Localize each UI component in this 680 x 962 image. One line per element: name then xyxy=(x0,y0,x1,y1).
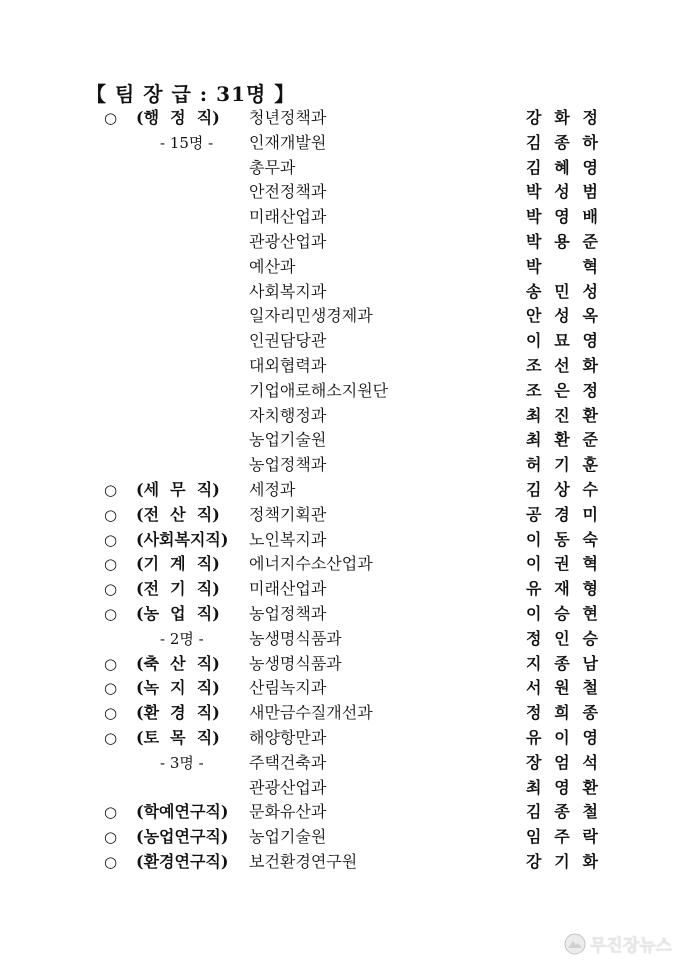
name-char: 이 xyxy=(526,331,542,351)
person-name xyxy=(526,850,598,875)
name-char: 최 xyxy=(526,777,542,797)
person-name xyxy=(526,726,598,751)
list-item xyxy=(0,478,680,503)
name-char: 인 xyxy=(554,628,570,648)
name-char: 훈 xyxy=(582,455,598,475)
list-item xyxy=(0,726,680,751)
department: 관광산업과 xyxy=(249,777,327,797)
list-item xyxy=(0,428,680,453)
name-char: 혜 xyxy=(554,157,570,177)
name-char: 환 xyxy=(554,430,570,450)
job-category: (세 무 직) xyxy=(136,479,220,499)
job-category: (학예연구직) xyxy=(136,802,229,822)
name-char: 원 xyxy=(554,678,570,698)
department: 농업정책과 xyxy=(249,455,327,475)
name-char: 승 xyxy=(582,628,598,648)
department: 노인복지과 xyxy=(249,529,327,549)
name-char: 남 xyxy=(582,653,598,673)
name-char: 김 xyxy=(526,802,542,822)
name-char: 수 xyxy=(582,479,598,499)
department: 농업정책과 xyxy=(249,603,327,623)
watermark-logo-icon xyxy=(564,933,586,955)
person-name xyxy=(526,602,598,627)
department: 청년정책과 xyxy=(249,108,327,127)
name-char: 희 xyxy=(554,703,570,723)
name-char: 영 xyxy=(582,157,598,177)
bullet-icon: ○ xyxy=(104,109,118,127)
name-char: 박 xyxy=(526,231,542,251)
name-char: 화 xyxy=(554,108,570,127)
department: 대외협력과 xyxy=(249,355,327,375)
person-name xyxy=(526,156,598,181)
list-item xyxy=(0,205,680,230)
name-char: 성 xyxy=(554,306,570,326)
name-char: 묘 xyxy=(554,331,570,351)
name-char: 범 xyxy=(582,182,598,202)
name-char: 종 xyxy=(582,703,598,723)
list-item xyxy=(0,825,680,850)
job-category: (축 산 직) xyxy=(136,653,220,673)
name-char: 준 xyxy=(582,430,598,450)
name-char: 이 xyxy=(526,603,542,623)
name-char: 권 xyxy=(554,554,570,574)
name-char: 송 xyxy=(526,281,542,301)
name-char: 박 xyxy=(526,182,542,202)
job-category: (농 업 직) xyxy=(136,603,220,623)
person-name xyxy=(526,255,598,280)
job-category: (환 경 직) xyxy=(136,703,220,723)
name-char: 환 xyxy=(582,405,598,425)
name-char: 경 xyxy=(554,504,570,524)
name-char: 승 xyxy=(554,603,570,623)
bullet-icon: ○ xyxy=(104,803,118,822)
job-category: (토 목 직) xyxy=(136,727,220,747)
department: 산림녹지과 xyxy=(249,678,327,698)
list-item xyxy=(0,180,680,205)
department: 미래산업과 xyxy=(249,579,327,599)
list-item xyxy=(0,379,680,404)
person-name xyxy=(526,676,598,701)
person-name xyxy=(526,652,598,677)
list-item xyxy=(0,304,680,329)
department: 주택건축과 xyxy=(249,752,327,772)
person-name xyxy=(526,304,598,329)
department: 문화유산과 xyxy=(249,802,327,822)
department: 미래산업과 xyxy=(249,207,327,227)
name-char: 김 xyxy=(526,157,542,177)
name-char: 동 xyxy=(554,529,570,549)
name-char: 김 xyxy=(526,132,542,152)
name-char: 성 xyxy=(582,281,598,301)
department: 인권담당관 xyxy=(249,331,327,351)
name-char: 주 xyxy=(554,827,570,847)
name-char: 정 xyxy=(526,703,542,723)
person-name xyxy=(526,379,598,404)
name-char: 유 xyxy=(526,579,542,599)
department: 농업기술원 xyxy=(249,430,327,450)
list-item xyxy=(0,701,680,726)
person-name xyxy=(526,329,598,354)
name-char: 화 xyxy=(582,355,598,375)
department: 농생명식품과 xyxy=(249,653,342,673)
name-char: 영 xyxy=(582,727,598,747)
category-count: - 15명 - xyxy=(160,133,214,152)
name-char: 진 xyxy=(554,405,570,425)
department: 총무과 xyxy=(249,157,296,177)
person-name xyxy=(526,478,598,503)
list-item xyxy=(0,255,680,280)
name-char: 유 xyxy=(526,727,542,747)
job-category: (환경연구직) xyxy=(136,851,229,871)
name-char: 종 xyxy=(554,802,570,822)
person-name xyxy=(526,428,598,453)
list-item xyxy=(0,453,680,478)
department: 농생명식품과 xyxy=(249,628,342,648)
name-char: 철 xyxy=(582,802,598,822)
name-char: 철 xyxy=(582,678,598,698)
person-name xyxy=(526,180,598,205)
bullet-icon: ○ xyxy=(104,530,118,549)
name-char: 강 xyxy=(526,108,542,127)
job-category: (녹 지 직) xyxy=(136,678,220,698)
name-char: 상 xyxy=(554,479,570,499)
list-item xyxy=(0,280,680,305)
person-name xyxy=(526,701,598,726)
bullet-icon: ○ xyxy=(104,480,118,499)
person-name xyxy=(526,230,598,255)
name-char: 미 xyxy=(582,504,598,524)
name-char: 최 xyxy=(526,430,542,450)
name-char: 기 xyxy=(554,851,570,871)
job-category: (전 산 직) xyxy=(136,504,220,524)
person-name xyxy=(526,404,598,429)
name-char: 엄 xyxy=(554,752,570,772)
name-char: 혁 xyxy=(582,256,598,276)
name-char: 혁 xyxy=(582,554,598,574)
name-char: 김 xyxy=(526,479,542,499)
list-item xyxy=(0,329,680,354)
name-char: 이 xyxy=(526,529,542,549)
name-char: 정 xyxy=(582,380,598,400)
name-char: 최 xyxy=(526,405,542,425)
department: 기업애로해소지원단 xyxy=(249,380,389,400)
name-char: 종 xyxy=(554,653,570,673)
name-char: 성 xyxy=(554,182,570,202)
name-char: 허 xyxy=(526,455,542,475)
department: 농업기술원 xyxy=(249,827,327,847)
department: 보건환경연구원 xyxy=(249,851,358,871)
name-char: 화 xyxy=(582,851,598,871)
job-category: (행 정 직) xyxy=(136,108,220,127)
name-char: 공 xyxy=(526,504,542,524)
person-name xyxy=(526,503,598,528)
name-char: 강 xyxy=(526,851,542,871)
person-name xyxy=(526,825,598,850)
name-char: 락 xyxy=(582,827,598,847)
person-name xyxy=(526,627,598,652)
list-item xyxy=(0,577,680,602)
name-char: 숙 xyxy=(582,529,598,549)
name-char: 안 xyxy=(526,306,542,326)
list-item xyxy=(0,850,680,875)
person-name xyxy=(526,800,598,825)
list-item xyxy=(0,602,680,627)
department: 에너지수소산업과 xyxy=(249,554,373,574)
name-char: 박 xyxy=(526,207,542,227)
person-name xyxy=(526,751,598,776)
bullet-icon: ○ xyxy=(104,654,118,673)
department: 해양항만과 xyxy=(249,727,327,747)
name-char: 석 xyxy=(582,752,598,772)
list-item xyxy=(0,627,680,652)
job-category: (기 계 직) xyxy=(136,554,220,574)
department: 관광산업과 xyxy=(249,231,327,251)
name-char: 이 xyxy=(526,554,542,574)
job-category: (농업연구직) xyxy=(136,827,229,847)
name-char: 기 xyxy=(554,455,570,475)
list-item xyxy=(0,676,680,701)
name-char: 용 xyxy=(554,231,570,251)
bullet-icon: ○ xyxy=(104,704,118,723)
person-name xyxy=(526,106,598,131)
person-name xyxy=(526,552,598,577)
name-char: 하 xyxy=(582,132,598,152)
name-char: 재 xyxy=(554,579,570,599)
department: 새만금수질개선과 xyxy=(249,703,373,723)
name-char: 정 xyxy=(526,628,542,648)
bullet-icon: ○ xyxy=(104,580,118,599)
bullet-icon: ○ xyxy=(104,828,118,847)
watermark xyxy=(564,931,672,956)
name-char: 준 xyxy=(582,231,598,251)
bullet-icon: ○ xyxy=(104,555,118,574)
name-char: 정 xyxy=(582,108,598,127)
job-category: (전 기 직) xyxy=(136,579,220,599)
personnel-list xyxy=(0,106,680,875)
list-item xyxy=(0,652,680,677)
bullet-icon: ○ xyxy=(104,852,118,871)
list-item xyxy=(0,106,680,131)
list-item xyxy=(0,776,680,801)
category-count: - 2명 - xyxy=(160,629,204,648)
list-item xyxy=(0,404,680,429)
person-name xyxy=(526,528,598,553)
name-char: 장 xyxy=(526,752,542,772)
department: 사회복지과 xyxy=(249,281,327,301)
name-char: 조 xyxy=(526,380,542,400)
bullet-icon: ○ xyxy=(104,728,118,747)
bullet-icon: ○ xyxy=(104,505,118,524)
name-char: 종 xyxy=(554,132,570,152)
person-name xyxy=(526,131,598,156)
name-char: 영 xyxy=(554,207,570,227)
name-char: 영 xyxy=(554,777,570,797)
name-char: 환 xyxy=(582,777,598,797)
page-heading: 【 팀 장 급 : 31명 】 xyxy=(86,82,296,106)
name-char: 조 xyxy=(526,355,542,375)
list-item xyxy=(0,354,680,379)
list-item xyxy=(0,751,680,776)
list-item xyxy=(0,800,680,825)
name-char: 형 xyxy=(582,579,598,599)
list-item xyxy=(0,552,680,577)
department: 자치행정과 xyxy=(249,405,327,425)
name-char: 은 xyxy=(554,380,570,400)
department: 인재개발원 xyxy=(249,132,327,152)
name-char: 현 xyxy=(582,603,598,623)
name-char: 임 xyxy=(526,827,542,847)
person-name xyxy=(526,280,598,305)
name-char: 선 xyxy=(554,355,570,375)
name-char: 배 xyxy=(582,207,598,227)
bullet-icon: ○ xyxy=(104,604,118,623)
bullet-icon: ○ xyxy=(104,679,118,698)
list-item xyxy=(0,156,680,181)
name-char: 이 xyxy=(554,727,570,747)
name-char: 영 xyxy=(582,331,598,351)
department: 정책기획관 xyxy=(249,504,327,524)
category-count: - 3명 - xyxy=(160,753,204,772)
department: 안전정책과 xyxy=(249,182,327,202)
name-char: 박 xyxy=(526,256,542,276)
list-item xyxy=(0,131,680,156)
person-name xyxy=(526,354,598,379)
person-name xyxy=(526,776,598,801)
name-char: 옥 xyxy=(582,306,598,326)
list-item xyxy=(0,230,680,255)
list-item xyxy=(0,528,680,553)
job-category: (사회복지직) xyxy=(136,529,229,549)
person-name xyxy=(526,577,598,602)
department: 세정과 xyxy=(249,479,296,499)
list-item xyxy=(0,503,680,528)
person-name xyxy=(526,453,598,478)
name-char: 민 xyxy=(554,281,570,301)
name-char: 지 xyxy=(526,653,542,673)
department: 일자리민생경제과 xyxy=(249,306,373,326)
name-char: 서 xyxy=(526,678,542,698)
department: 예산과 xyxy=(249,256,296,276)
person-name xyxy=(526,205,598,230)
watermark-text: 무진장뉴스 xyxy=(589,936,672,956)
